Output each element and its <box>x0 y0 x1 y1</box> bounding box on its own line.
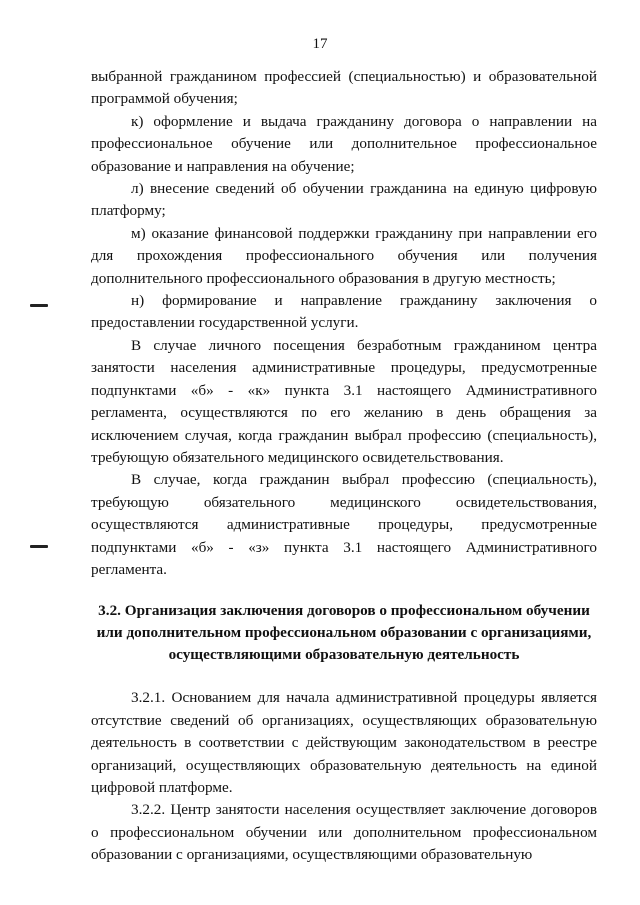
margin-mark <box>30 545 48 548</box>
list-item-n: н) формирование и направление гражданину заключения о предоставлении государственной услуги. <box>91 292 597 332</box>
margin-mark <box>30 304 48 307</box>
paragraph: выбранной гражданином профессией (специальностью) и образовательной программой обучения; <box>91 68 597 108</box>
paragraph: 3.2.2. Центр занятости населения осуществляет заключение договоров о профессиональном обучении или дополнительном профессиональном образовании с организациями, осуществляющими образовательную <box>91 801 597 864</box>
list-item-k: к) оформление и выдача гражданину договора о направлении на профессиональное обучение или дополнительное профессиональное образование и направления на обучение; <box>91 112 597 175</box>
page-number: 17 <box>312 36 328 52</box>
paragraph: В случае, когда гражданин выбрал профессию (специальность), требующую обязательного медицинского освидетельствования, осуществляются административные процедуры, предусмотренные подпунктами «б» - «з» пункта 3.1 настоящего Административного регламента. <box>91 471 597 578</box>
section-heading: 3.2. Организация заключения договоров о профессиональном обучении или дополнительном профессиональном образовании с организациями, осуществляющими образовательную деятельность <box>96 602 592 664</box>
list-item-m: м) оказание финансовой поддержки гражданину при направлении его для прохождения профессионального обучения или получения дополнительного профессионального образования в другую местность; <box>91 224 597 287</box>
paragraph: 3.2.1. Основанием для начала административной процедуры является отсутствие сведений об организациях, осуществляющих образовательную деятельность в соответствии с действующим законодательством в реестре организаций, осуществляющих образовательную деятельность на единой цифровой платформе. <box>91 689 597 796</box>
paragraph: В случае личного посещения безработным гражданином центра занятости населения административные процедуры, предусмотренные подпунктами «б» - «к» пункта 3.1 настоящего Административного регламента, осуществляются по его желанию в день обращения за исключением случая, когда гражданин выбрал профессию (специальность), требующую обязательного медицинского освидетельствования. <box>91 336 597 466</box>
document-body <box>91 66 597 867</box>
list-item-l: л) внесение сведений об обучении гражданина на единую цифровую платформу; <box>91 180 597 220</box>
